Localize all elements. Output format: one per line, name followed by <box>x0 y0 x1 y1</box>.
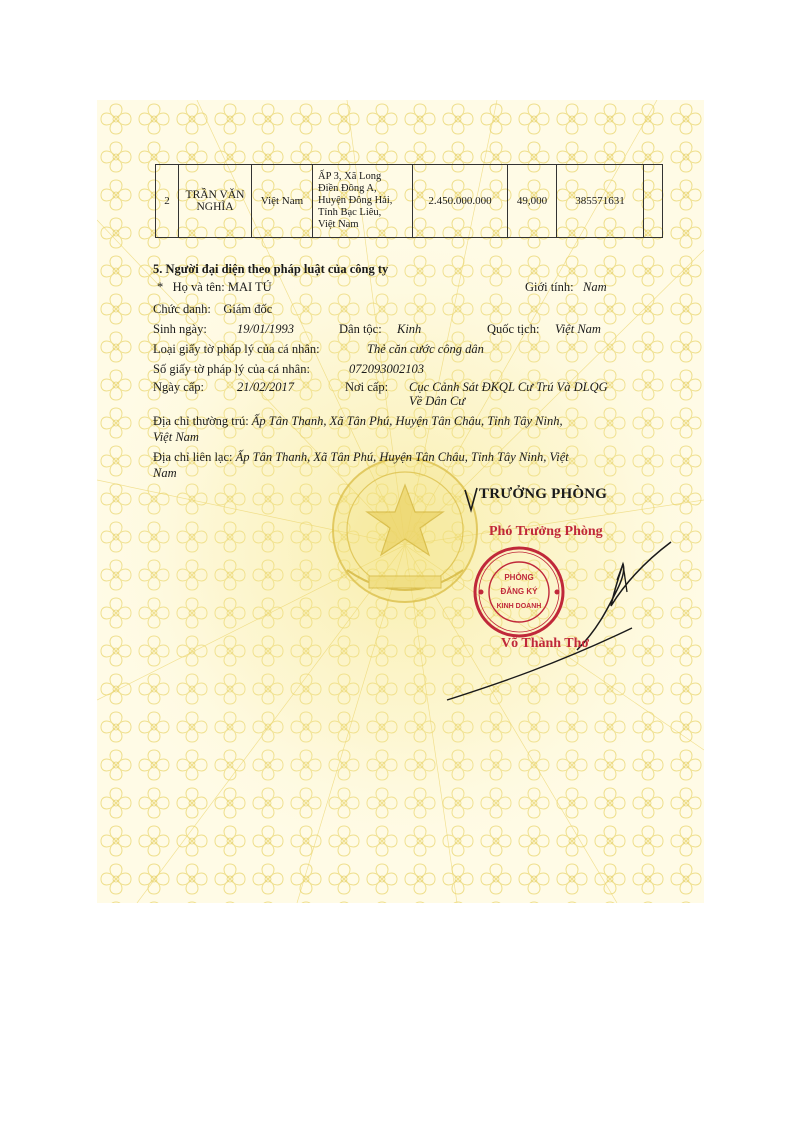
issue-place-line1: Cục Cảnh Sát ĐKQL Cư Trú Và DLQG <box>409 380 608 394</box>
issue-place-line2: Về Dân Cư <box>409 394 466 408</box>
section-heading: 5. Người đại diện theo pháp luật của công ty <box>153 262 389 276</box>
table-row <box>156 165 663 238</box>
signer-name: Võ Thành Thơ <box>501 636 590 651</box>
member-address <box>313 165 413 238</box>
id-number: 385571631 <box>557 165 644 238</box>
seal-line1: PHÒNG <box>504 573 534 582</box>
star-marker: * <box>157 280 164 294</box>
issue-date-value: 21/02/2017 <box>237 380 294 394</box>
title-row <box>153 302 272 317</box>
deputy-title: Phó Trưởng Phòng <box>489 524 603 539</box>
address-line: ẤP 3, Xã Long <box>318 171 382 182</box>
name-value: MAI TÚ <box>227 280 272 294</box>
perm-addr-line2: Việt Nam <box>153 430 199 444</box>
contact-addr-row <box>153 450 569 465</box>
shareholder-table <box>155 164 663 238</box>
nationality-label: Quốc tịch: <box>487 322 540 336</box>
gender-value: Nam <box>583 280 607 294</box>
nationality-value: Việt Nam <box>555 322 601 336</box>
address-line: Điền Đông A, <box>318 183 377 194</box>
doc-no-value: 072093002103 <box>349 362 424 376</box>
member-nationality: Việt Nam <box>252 165 313 238</box>
contact-addr-value: Ấp Tân Thanh, Xã Tân Phú, Huyện Tân Châu, Tỉnh Tây Ninh, Việt <box>235 450 569 464</box>
address-line: Tỉnh Bạc Liêu, <box>318 207 382 218</box>
issue-date-label: Ngày cấp: <box>153 380 205 394</box>
member-name <box>179 165 252 238</box>
doc-type-value: Thẻ căn cước công dân <box>367 342 484 356</box>
issue-place-label: Nơi cấp: <box>345 380 389 394</box>
member-name-line1: TRẦN VĂN <box>185 189 245 201</box>
seal-line3: KINH DOANH <box>496 603 542 610</box>
name-label: Họ và tên: <box>172 280 225 294</box>
doc-type-label: Loại giấy tờ pháp lý của cá nhân: <box>153 342 320 356</box>
doc-no-label: Số giấy tờ pháp lý của cá nhân: <box>153 362 310 376</box>
ownership-percent: 49,000 <box>508 165 557 238</box>
perm-addr-value: Ấp Tân Thanh, Xã Tân Phú, Huyện Tân Châu, Tỉnh Tây Ninh, <box>251 414 563 428</box>
address-line: Huyện Đông Hải, <box>318 195 393 206</box>
strike-line <box>437 620 637 704</box>
ethnic-label: Dân tộc: <box>339 322 382 336</box>
contact-addr-line2: Nam <box>153 466 177 480</box>
signature-title: TRƯỞNG PHÒNG <box>479 486 608 502</box>
title-value: Giám đốc <box>223 302 273 316</box>
capital-contribution: 2.450.000.000 <box>413 165 508 238</box>
member-name-line2: NGHĨA <box>196 201 234 213</box>
title-label: Chức danh: <box>153 302 211 316</box>
gender-label: Giới tính: <box>525 280 574 294</box>
perm-addr-label: Địa chỉ thường trú: <box>153 414 249 428</box>
contact-addr-label: Địa chỉ liên lạc: <box>153 450 233 464</box>
empty-cell <box>644 165 663 238</box>
certificate-page <box>97 100 704 903</box>
address-line: Việt Nam <box>318 219 359 230</box>
seal-line2: ĐĂNG KÝ <box>500 587 538 596</box>
dob-value: 19/01/1993 <box>237 322 294 336</box>
name-row <box>157 280 272 295</box>
row-number: 2 <box>156 165 179 238</box>
dob-label: Sinh ngày: <box>153 322 207 336</box>
perm-addr-row <box>153 414 563 429</box>
ethnic-value: Kinh <box>397 322 422 336</box>
gender-row <box>525 280 607 295</box>
